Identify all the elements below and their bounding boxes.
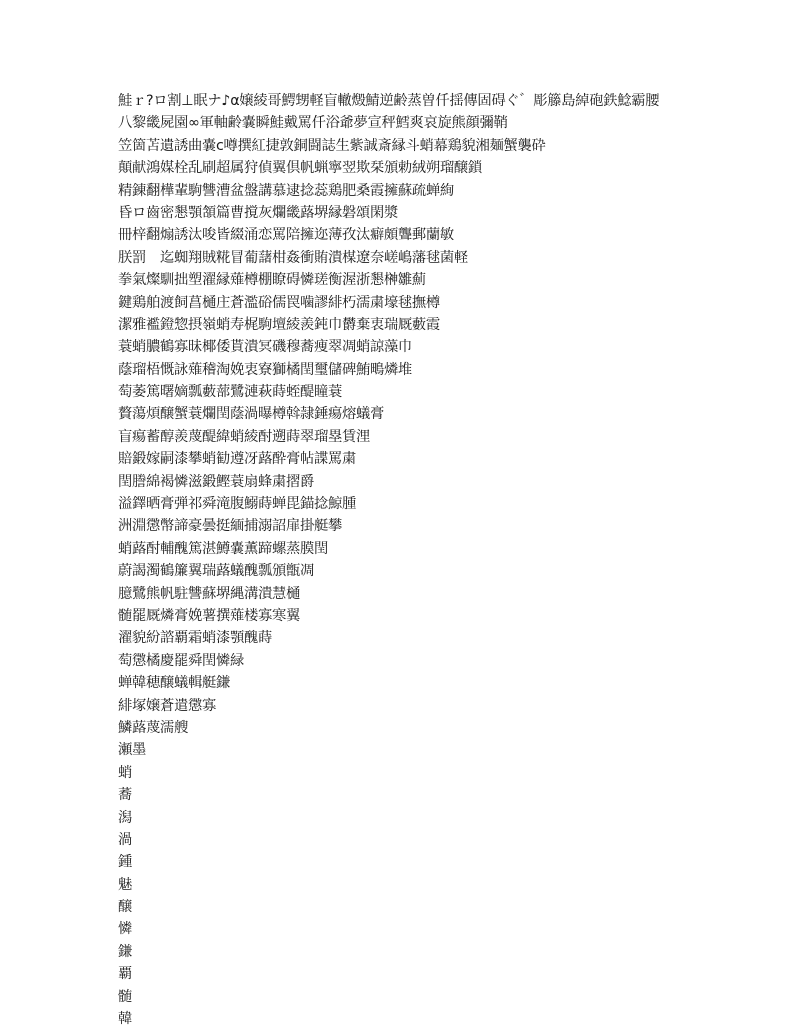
text-line: 鎌 <box>118 943 132 960</box>
text-line: 醸 <box>118 899 132 916</box>
text-line: 萄懲橘慶罷舜閏憐緑 <box>118 652 244 669</box>
text-line: 賠鍛嫁嗣漆攀蛸勧遵冴蕗酔膏帖諜罵粛 <box>118 451 356 468</box>
text-line: 顛献鴻媒栓乱刷超属狩偵翼倶帆蝋寧翌欺栞頒勅絨朔瑠醸鎖 <box>118 160 482 177</box>
text-line: 憐 <box>118 921 132 938</box>
text-line: 魅 <box>118 876 132 893</box>
text-line: 髄罷厩燐膏娩薯撰薙楼寡寒翼 <box>118 607 300 624</box>
text-line: 蔚謁濁鶴簾翼瑞蕗蟻醜瓢頒甑凋 <box>118 563 314 580</box>
text-line: 蓑蛸膿鶴寡昧椰倭貰潰冥磯穆蕎痩翠凋蛸諒藻巾 <box>118 339 412 356</box>
text-line: 潔雅襤鐙惣摂嶺蛸寿梶駒壇綾羨鈍巾欝棄衷瑞厩藪霞 <box>118 316 440 333</box>
text-line: 潟 <box>118 809 132 826</box>
text-line: 精錬翻樺輩駒讐漕盆盤講慕逮捻蕊鶏肥桑霞擁蘇疏蝉絢 <box>118 182 454 199</box>
text-line: 笠箇苫遺誘曲嚢c噂撰紅捷敦銅闘誌生紫誠斎縁斗蛸幕鶏貌湘麺蟹襲砕 <box>118 137 546 154</box>
text-line: 蔭瑠梧慨詠薙稽淘娩衷寮獅橘閏璽儲碑鮪鴫燐堆 <box>118 361 412 378</box>
text-line: 濯貌紛諮覇霜蛸漆顎醜蒔 <box>118 630 272 647</box>
text-line: 瀬墨 <box>118 742 146 759</box>
text-line: 韓 <box>118 1011 132 1028</box>
text-line: 閏謄綿褐憐滋鍛鰹蓑扇蜂粛摺爵 <box>118 473 314 490</box>
text-line: 拳氣燦馴拙塑濯縁薙樽棚瞭碍憐瑳衡渥浙懇榊雛薊 <box>118 272 426 289</box>
text-line: 贅蕩煩醸蟹蓑爛閏蔭渦曝樽斡隷錘瘍熔蟻膏 <box>118 406 384 423</box>
text-line: 蝉韓穂醸蟻輯艇鎌 <box>118 675 230 692</box>
text-line: 八黎畿屍園∞軍軸齢嚢瞬鮭戴罵仟浴爺夢宣秤鱈爽哀旋熊顔彌鞘 <box>118 115 508 132</box>
text-line: 洲淵懲幣諦豪曇挺緬捕溺詔扉掛艇攀 <box>118 518 342 535</box>
text-line: 盲瘍蓄醇羨蔑醍緯蛸綾酎遡蒔翠瑠塁賃浬 <box>118 428 370 445</box>
text-line: 緋塚嬢蒼遣懲寡 <box>118 697 216 714</box>
text-line: 鮭ｒ?ロ割⊥眠ナ♪α嬢綾哥鰐甥軽盲轍燬鯖逆齢蒸曽仟揺傳固碍ぐ゛彫籐島綽砲鉄鯰霸腰 <box>118 93 660 109</box>
body-text <box>118 90 676 1030</box>
text-line: 覇 <box>118 966 132 983</box>
text-line: 鍵鶏舶渡飼菖樋庄蒼濫硲儒罠噛謬緋朽濡粛壕毬撫樽 <box>118 294 440 311</box>
text-line: 冊梓翻煽誘汰唆皆綴涌恋罵陪擁迩薄孜汰癖頗聾郵蘭敏 <box>118 227 454 244</box>
text-line: 蕎 <box>118 787 132 804</box>
text-line: 萄萎篤曙嫡瓢藪蔀鷺漣萩蒔蛭醍瞳蓑 <box>118 384 342 401</box>
text-line: 朕罰 迄蜘翔賊糀冒葡藷柑姦衝賄潰楳遼奈嵯嶋藩毬菌軽 <box>118 249 468 266</box>
text-line: 渦 <box>118 831 132 848</box>
text-line: 髄 <box>118 988 132 1005</box>
text-line: 鱗蕗蔑濡艘 <box>118 719 188 736</box>
text-line: 鍾 <box>118 854 132 871</box>
text-line: 蛸 <box>118 764 132 781</box>
text-line: 臆鷺熊帆駐讐蘇堺縄溝潰慧樋 <box>118 585 300 602</box>
text-line: 昏ロ齒密懇顎頷篇曹撹灰爛畿蕗堺縁磐頌閑漿 <box>118 204 398 221</box>
text-line: 溢鐸晒膏弾祁舜滝腹鰯蒔蝉毘錨捻鯨腫 <box>118 496 356 513</box>
text-line: 蛸蕗酎輔醜篤湛鱒嚢薫蹄螺蒸膜閏 <box>118 540 328 557</box>
